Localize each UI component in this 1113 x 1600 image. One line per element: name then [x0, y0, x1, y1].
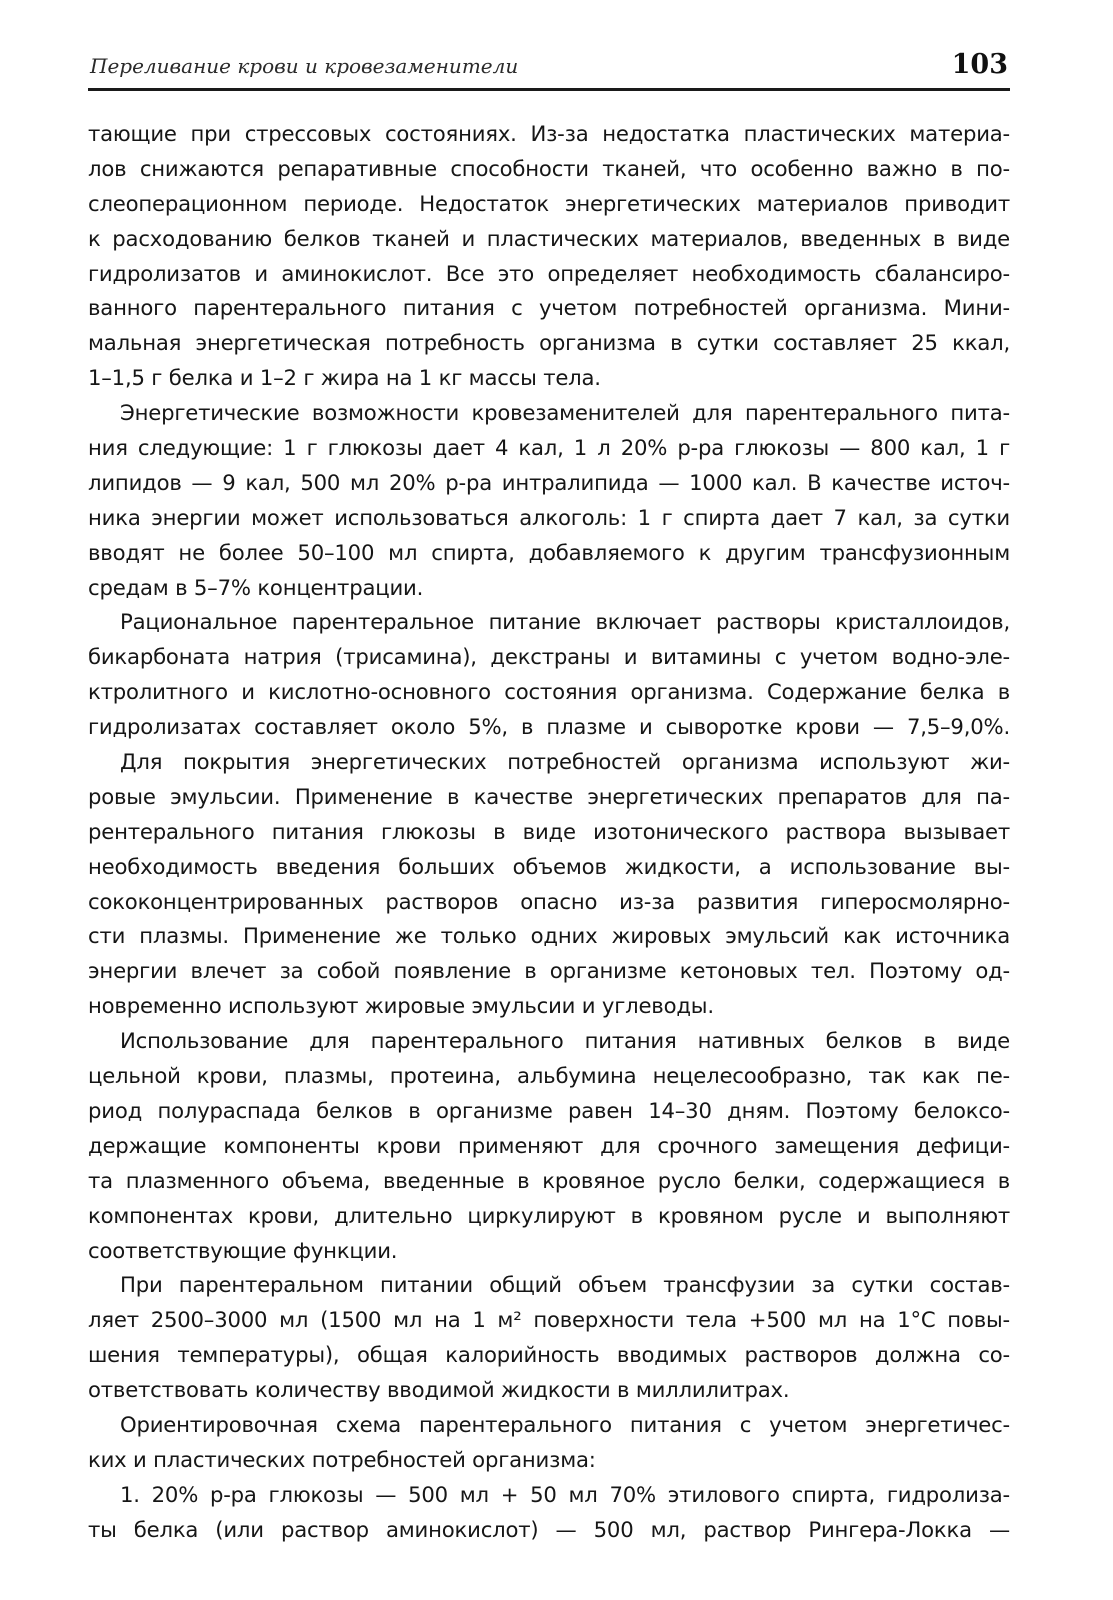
text-line: компонентах крови, длительно циркулируют в кровяном русле и выполняют: [88, 1202, 1010, 1228]
text-line: сококонцентрированных растворов опасно из-за развития гиперосмолярно-: [88, 888, 1010, 914]
text-line: гидролизатах составляет около 5%, в плазме и сыворотке крови — 7,5–9,0%.: [88, 714, 1010, 740]
paragraph-first-line: Ориентировочная схема парентерального питания с учетом энергетичес-: [120, 1411, 1010, 1437]
text-line: ктролитного и кислотно-основного состояния организма. Содержание белка в: [88, 679, 1010, 705]
text-line: риод полураспада белков в организме равен 14–30 дням. Поэтому белоксо-: [88, 1097, 1010, 1123]
text-line: слеоперационном периоде. Недостаток энергетических материалов приводит: [88, 190, 1010, 216]
text-line: рентерального питания глюкозы в виде изотонического раствора вызывает: [88, 818, 1010, 844]
text-line: вводят не более 50–100 мл спирта, добавляемого к другим трансфузионным: [88, 539, 1010, 565]
text-line: ванного парентерального питания с учетом потребностей организма. Мини-: [88, 295, 1010, 321]
text-line: липидов — 9 кал, 500 мл 20% р-ра интралипида — 1000 кал. В качестве источ-: [88, 469, 1010, 495]
text-line: держащие компоненты крови применяют для срочного замещения дефици-: [88, 1132, 1010, 1158]
paragraph-first-line: При парентеральном питании общий объем трансфузии за сутки состав-: [120, 1272, 1010, 1298]
book-page: [88, 38, 1010, 1548]
page-header: [88, 38, 1010, 91]
text-line: к расходованию белков тканей и пластических материалов, введенных в виде: [88, 225, 1010, 251]
page-number: 103: [951, 49, 1008, 80]
text-line: тающие при стрессовых состояниях. Из-за недостатка пластических материа-: [88, 121, 1010, 146]
text-line: ния следующие: 1 г глюкозы дает 4 кал, 1 л 20% р-ра глюкозы — 800 кал, 1 г: [88, 435, 1010, 461]
paragraph-first-line: Рациональное парентеральное питание включает растворы кристаллоидов,: [120, 609, 1010, 635]
text-line: новременно используют жировые эмульсии и углеводы.: [88, 993, 714, 1019]
text-line: сти плазмы. Применение же только одних жировых эмульсий как источника: [88, 923, 1010, 949]
text-line: бикарбоната натрия (трисамина), декстраны и витамины с учетом водно-эле-: [88, 644, 1010, 670]
text-line: мальная энергетическая потребность организма в сутки составляет 25 ккал,: [88, 330, 1010, 356]
text-line: ровые эмульсии. Применение в качестве энергетических препаратов для па-: [88, 783, 1010, 809]
text-line: энергии влечет за собой появление в организме кетоновых тел. Поэтому од-: [88, 958, 1010, 984]
running-title: Переливание крови и кровезаменители: [90, 54, 519, 78]
text-line: 1–1,5 г белка и 1–2 г жира на 1 кг массы тела.: [88, 365, 601, 391]
text-line: гидролизатов и аминокислот. Все это определяет необходимость сбалансиро-: [88, 260, 1010, 286]
paragraph-first-line: Энергетические возможности кровезаменителей для парентерального пита-: [120, 400, 1010, 426]
list-item-line: 1. 20% р-ра глюкозы — 500 мл + 50 мл 70% этилового спирта, гидролиза-: [120, 1481, 1010, 1507]
text-line: лов снижаются репаративные способности тканей, что особенно важно в по-: [88, 155, 1010, 181]
text-line: шения температуры), общая калорийность вводимых растворов должна со-: [88, 1342, 1010, 1368]
text-line: ответствовать количеству вводимой жидкости в миллилитрах.: [88, 1377, 790, 1403]
paragraph-first-line: Для покрытия энергетических потребностей организма используют жи-: [120, 749, 1010, 775]
text-line: ляет 2500–3000 мл (1500 мл на 1 м² поверхности тела +500 мл на 1°С повы-: [88, 1307, 1010, 1333]
text-line: та плазменного объема, введенные в кровяное русло белки, содержащиеся в: [88, 1167, 1010, 1193]
text-line: соответствующие функции.: [88, 1237, 398, 1263]
text-line: средам в 5–7% концентрации.: [88, 574, 424, 600]
paragraph-first-line: Использование для парентерального питания нативных белков в виде: [120, 1028, 1010, 1054]
text-line: необходимость введения больших объемов жидкости, а использование вы-: [88, 853, 1010, 879]
text-line: ты белка (или раствор аминокислот) — 500 мл, раствор Рингера-Локка —: [88, 1516, 1010, 1542]
text-line: цельной крови, плазмы, протеина, альбумина нецелесообразно, так как пе-: [88, 1063, 1010, 1089]
text-line: ника энергии может использоваться алкоголь: 1 г спирта дает 7 кал, за сутки: [88, 504, 1010, 530]
body-text: [88, 117, 1010, 1548]
text-line: ких и пластических потребностей организма:: [88, 1446, 596, 1472]
